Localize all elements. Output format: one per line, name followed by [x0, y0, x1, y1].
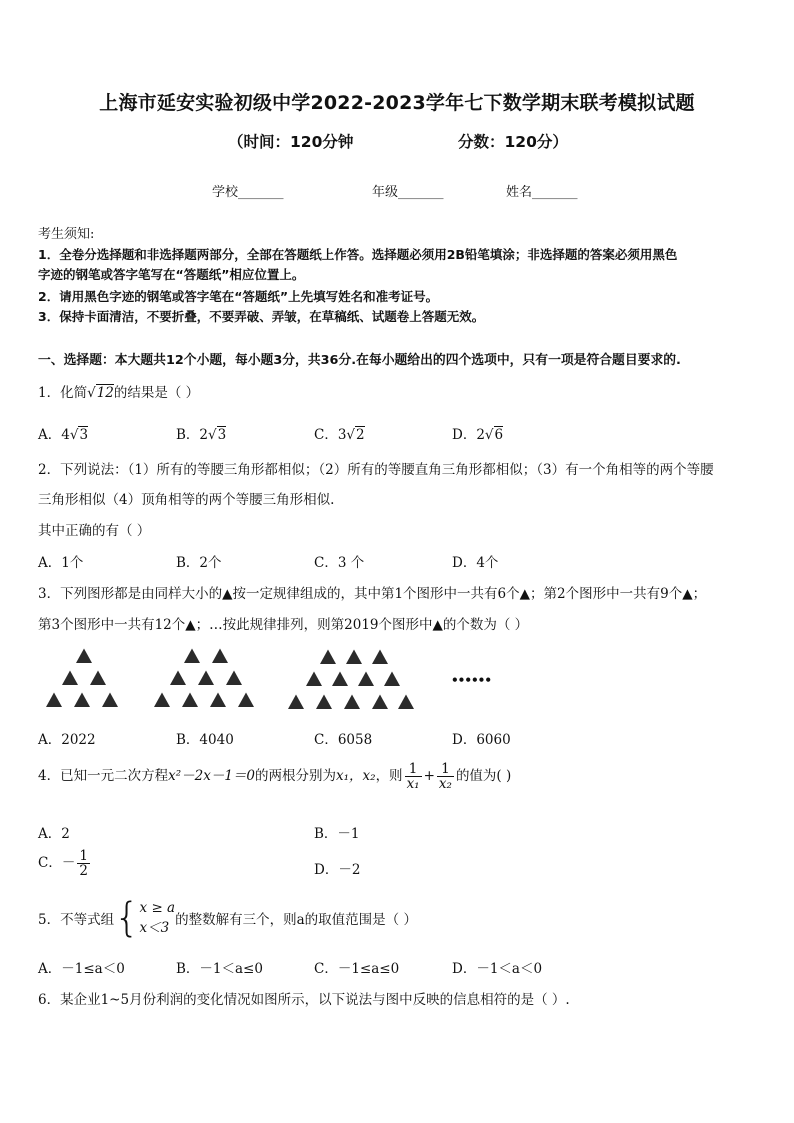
exam-score: 分数：120分）: [458, 133, 568, 151]
figure-3: [288, 650, 414, 710]
q3-option-b: B．4040: [176, 732, 234, 748]
q2-option-c: C．3 个: [314, 555, 365, 571]
q4-option-c: C．－ $\frac{1}{2}$: [38, 848, 88, 880]
question-6: 6．某企业1~5月份利润的变化情况如图所示，以下说法与图中反映的信息相符的是（ ）.: [38, 992, 570, 1008]
q3-line-1: 3．下列图形都是由同样大小的▲按一定规律组成的，其中第1个图形中一共有6个▲；第2个图形中一共有9个▲；: [38, 586, 707, 602]
q1-option-d: D．2√6: [452, 427, 504, 443]
q5-inequality-system: x ≥ a x＜3: [139, 900, 176, 936]
q4-equation: x²－2x－1＝0: [168, 768, 255, 785]
q4-fraction-2: $\frac{1}{\text{x₂}}$: [438, 761, 452, 793]
q4-fraction-1: $\frac{1}{\text{x₁}}$: [406, 761, 420, 793]
notice-line-1: 1．全卷分选择题和非选择题两部分，全部在答题纸上作答。选择题必须用2B铅笔填涂；非选择题的答案必须用黑色: [38, 247, 678, 262]
q3-triangle-figures: [36, 640, 426, 720]
school-field: 学校_______: [212, 185, 284, 200]
grade-field: 年级_______: [372, 185, 444, 200]
q3-line-2: 第3个图形中一共有12个▲；…按此规律排列，则第2019个图形中▲的个数为（ ）: [38, 617, 529, 633]
q1-radicand: 12: [96, 385, 114, 401]
q2-option-d: D．4个: [452, 555, 499, 571]
notice-heading: 考生须知:: [38, 227, 95, 242]
q2-option-b: B．2个: [176, 555, 222, 571]
q4-option-a: A．2: [38, 826, 70, 842]
q3-option-c: C．6058: [314, 732, 373, 748]
name-field: 姓名_______: [506, 185, 578, 200]
q2-line-3: 其中正确的有（ ）: [38, 523, 151, 539]
q3-option-a: A．2022: [38, 732, 96, 748]
page-title: 上海市延安实验初级中学2022-2023学年七下数学期末联考模拟试题: [99, 92, 695, 114]
q2-option-a: A．1个: [38, 555, 84, 571]
q1-option-b: B．2√3: [176, 427, 227, 443]
q1-stem-a: 1．化简: [38, 385, 88, 401]
q4-roots: x₁，x₂: [336, 768, 376, 785]
q2-line-2: 三角形相似（4）顶角相等的两个等腰三角形相似.: [38, 492, 335, 508]
exam-time: （时间：120分钟: [228, 133, 354, 151]
notice-line-3: 2．请用黑色字迹的钢笔或答字笔在“答题纸”上先填写姓名和准考证号。: [38, 289, 439, 304]
q5-option-c: C．－1≤a≤0: [314, 961, 400, 977]
figure-1: [46, 649, 118, 708]
figure-2: [154, 649, 254, 708]
q1-option-a: A．4√3: [38, 427, 89, 443]
q1-stem-b: 的结果是（ ）: [113, 385, 200, 401]
notice-line-4: 3．保持卡面清洁，不要折叠，不要弄破、弄皱，在草稿纸、试题卷上答题无效。: [38, 309, 485, 324]
q5-option-b: B．－1＜a≤0: [176, 961, 263, 977]
question-4: 4．已知一元二次方程x²－2x－1＝0的两根分别为x₁，x₂，则 $\frac{1}{\text{x₁}}$ + $\frac{1}{\text{x₂}}$ 的值为( ): [38, 761, 512, 793]
q2-line-1: 2．下列说法：（1）所有的等腰三角形都相似；（2）所有的等腰直角三角形都相似；（3）有一个角相等的两个等腰: [38, 462, 714, 478]
section-heading: 一、选择题：本大题共12个小题，每小题3分，共36分.在每小题给出的四个选项中，只有一项是符合题目要求的.: [38, 353, 681, 368]
notice-line-2: 字迹的钢笔或答字笔写在“答题纸”相应位置上。: [38, 267, 305, 282]
q4-option-b: B．－1: [314, 826, 360, 842]
q5-option-d: D．－1＜a＜0: [452, 961, 543, 977]
question-1: 1．化简√12的结果是（ ）: [38, 385, 200, 401]
q3-option-d: D．6060: [452, 732, 511, 748]
q4-option-d: D．－2: [314, 862, 361, 878]
q1-option-c: C．3√2: [314, 427, 365, 443]
question-5: 5．不等式组{ x ≥ a x＜3 的整数解有三个，则a的取值范围是（ ）: [38, 895, 417, 941]
q5-option-a: A．－1≤a＜0: [38, 961, 125, 977]
q3-continuation-dots: ••••••: [451, 673, 492, 687]
